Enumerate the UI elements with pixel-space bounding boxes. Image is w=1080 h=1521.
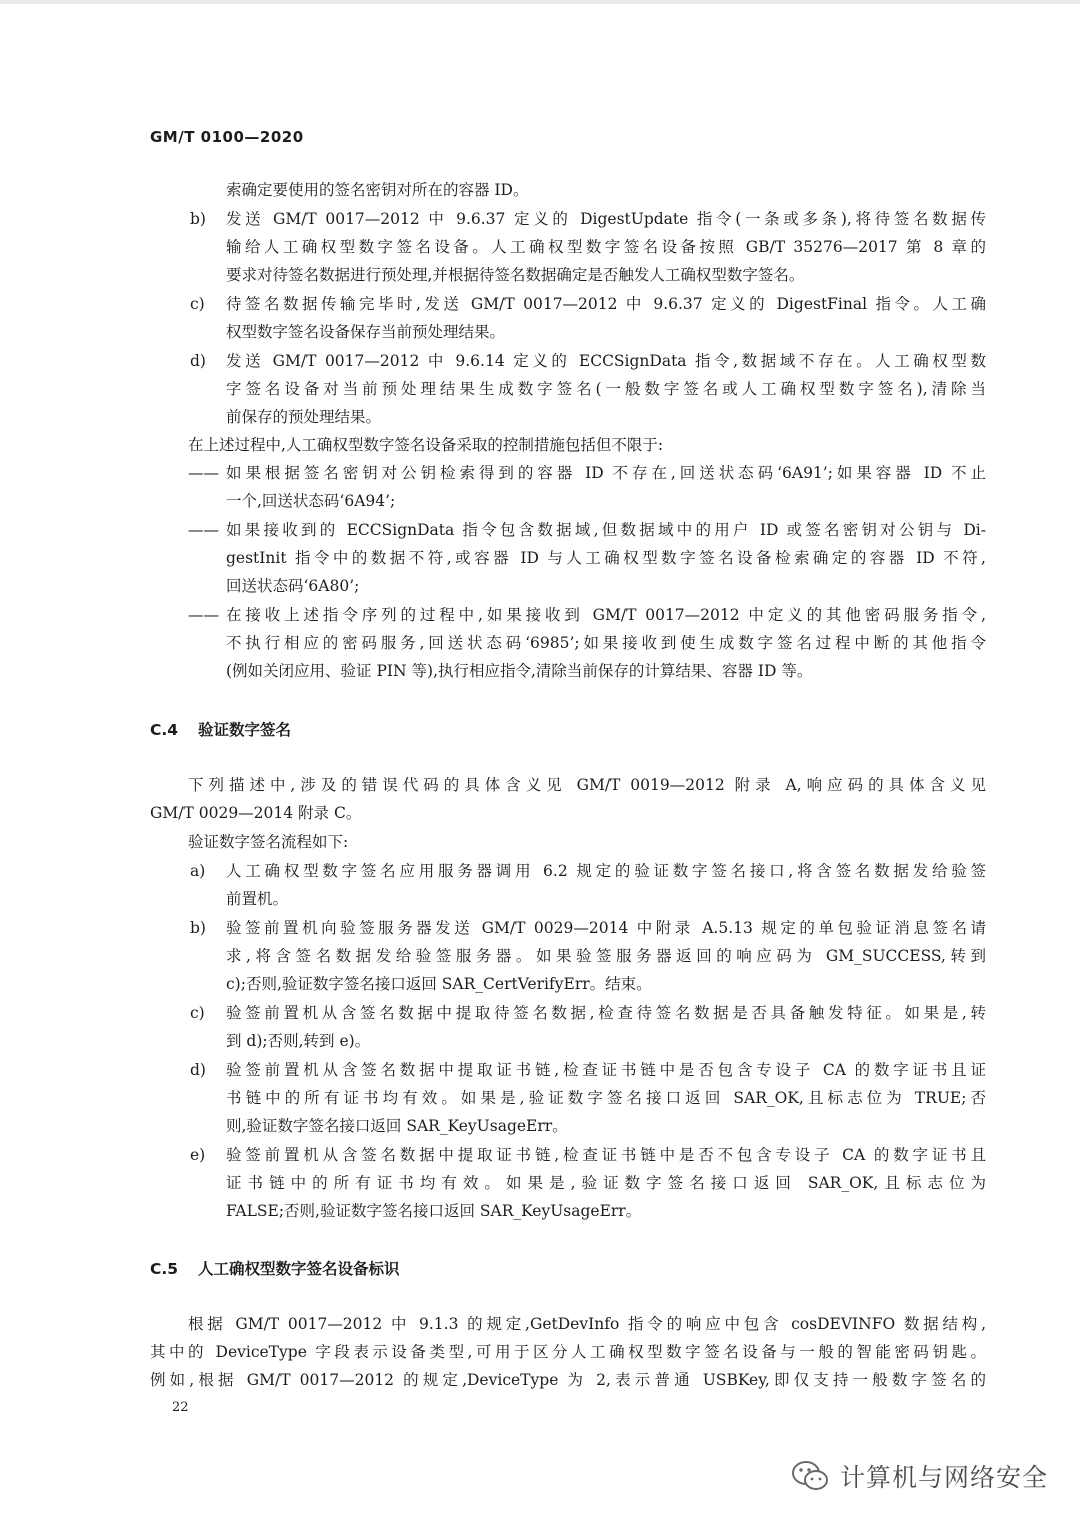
dash-marker: —— — [188, 464, 219, 482]
text-line: 验证数字签名流程如下: — [188, 833, 349, 851]
list-marker: d) — [190, 1061, 206, 1079]
page-number: 22 — [172, 1400, 189, 1415]
list-marker: c) — [190, 295, 205, 313]
text-line: 证书链中的所有证书均有效。如果是,验证数字签名接口返回 SAR_OK,且标志位为 — [226, 1174, 986, 1192]
list-marker: b) — [190, 919, 206, 937]
section-number: C.5 — [150, 1260, 179, 1278]
text-line: 待签名数据传输完毕时,发送 GM/T 0017—2012 中 9.6.37 定义的 DigestFinal 指令。人工确 — [226, 295, 986, 313]
wechat-icon — [790, 1459, 830, 1493]
watermark-text: 计算机与网络安全 — [840, 1463, 1049, 1492]
text-line: 要求对待签名数据进行预处理,并根据待签名数据确定是否触发人工确权型数字签名。 — [226, 266, 805, 284]
section-number: C.4 — [150, 721, 179, 739]
text-line: 一个,回送状态码‘6A94’; — [226, 492, 396, 510]
section-heading — [150, 1257, 400, 1279]
text-line: 到 d);否则,转到 e)。 — [226, 1032, 371, 1050]
watermark — [790, 1458, 1048, 1494]
text-line: 验签前置机向验签服务器发送 GM/T 0029—2014 中附录 A.5.13 规定的单包验证消息签名请 — [226, 919, 986, 937]
list-marker: b) — [190, 210, 206, 228]
section-title: 人工确权型数字签名设备标识 — [198, 1260, 400, 1278]
text-line: 人工确权型数字签名应用服务器调用 6.2 规定的验证数字签名接口,将含签名数据发给验签 — [226, 862, 986, 880]
text-line: 根据 GM/T 0017—2012 中 9.1.3 的规定,GetDevInfo 指令的响应中包含 cosDEVINFO 数据结构, — [188, 1315, 986, 1333]
text-line: 求,将含签名数据发给验签服务器。如果验签服务器返回的响应码为 GM_SUCCESS,转到 — [226, 947, 986, 965]
text-line: 权型数字签名设备保存当前预处理结果。 — [226, 323, 506, 341]
standard-id: GM/T 0100—2020 — [150, 128, 304, 146]
text-line: GM/T 0029—2014 附录 C。 — [150, 804, 362, 822]
list-marker: c) — [190, 1004, 205, 1022]
text-line: 不执行相应的密码服务,回送状态码‘6985’;如果接收到使生成数字签名过程中断的其他指令 — [226, 634, 986, 652]
text-line: 例如,根据 GM/T 0017—2012 的规定,DeviceType 为 2,表示普通 USBKey,即仅支持一般数字签名的 — [150, 1371, 986, 1389]
dash-marker: —— — [188, 521, 219, 539]
text-line: FALSE;否则,验证数字签名接口返回 SAR_KeyUsageErr。 — [226, 1202, 642, 1220]
text-line: 下列描述中,涉及的错误代码的具体含义见 GM/T 0019—2012 附录 A,响应码的具体含义见 — [188, 776, 986, 794]
text-line: 输给人工确权型数字签名设备。人工确权型数字签名设备按照 GB/T 35276—2017 第 8 章的 — [226, 238, 986, 256]
text-line: 验签前置机从含签名数据中提取证书链,检查证书链中是否包含专设子 CA 的数字证书且证 — [226, 1061, 986, 1079]
section-heading — [150, 718, 291, 740]
text-line: 验签前置机从含签名数据中提取证书链,检查证书链中是否不包含专设子 CA 的数字证书且 — [226, 1146, 986, 1164]
text-line: 索确定要使用的签名密钥对所在的容器 ID。 — [226, 181, 529, 199]
list-marker: a) — [190, 862, 206, 880]
section-title: 验证数字签名 — [198, 721, 292, 739]
text-line: gestInit 指令中的数据不符,或容器 ID 与人工确权型数字签名设备检索确定的容器 ID 不符, — [226, 549, 986, 567]
list-marker: e) — [190, 1146, 206, 1164]
text-line: c);否则,验证数字签名接口返回 SAR_CertVerifyErr。结束。 — [226, 975, 652, 993]
text-line: 其中的 DeviceType 字段表示设备类型,可用于区分人工确权型数字签名设备与一般的智能密码钥匙。 — [150, 1343, 986, 1361]
text-line: 回送状态码‘6A80’; — [226, 577, 360, 595]
text-line: 则,验证数字签名接口返回 SAR_KeyUsageErr。 — [226, 1117, 568, 1135]
text-line: 在上述过程中,人工确权型数字签名设备采取的控制措施包括但不限于: — [188, 436, 664, 454]
text-line: 如果根据签名密钥对公钥检索得到的容器 ID 不存在,回送状态码‘6A91’;如果容器 ID 不止 — [226, 464, 986, 482]
text-line: 前保存的预处理结果。 — [226, 408, 382, 426]
text-line: 如果接收到的 ECCSignData 指令包含数据域,但数据域中的用户 ID 或签名密钥对公钥与 Di- — [226, 521, 986, 539]
text-line: 发送 GM/T 0017—2012 中 9.6.37 定义的 DigestUpdate 指令(一条或多条),将待签名数据传 — [226, 210, 986, 228]
text-line: 书链中的所有证书均有效。如果是,验证数字签名接口返回 SAR_OK,且标志位为 TRUE;否 — [226, 1089, 986, 1107]
text-line: 在接收上述指令序列的过程中,如果接收到 GM/T 0017—2012 中定义的其他密码服务指令, — [226, 606, 986, 624]
text-line: 字签名设备对当前预处理结果生成数字签名(一般数字签名或人工确权型数字签名),清除当 — [226, 380, 986, 398]
dash-marker: —— — [188, 606, 219, 624]
text-line: 发送 GM/T 0017—2012 中 9.6.14 定义的 ECCSignData 指令,数据域不存在。人工确权型数 — [226, 352, 986, 370]
text-line: (例如关闭应用、验证 PIN 等),执行相应指令,清除当前保存的计算结果、容器 ID 等。 — [226, 662, 813, 680]
list-marker: d) — [190, 352, 206, 370]
text-line: 验签前置机从含签名数据中提取待签名数据,检查待签名数据是否具备触发特征。如果是,转 — [226, 1004, 986, 1022]
scan-edge — [0, 0, 1080, 4]
text-line: 前置机。 — [226, 890, 289, 908]
